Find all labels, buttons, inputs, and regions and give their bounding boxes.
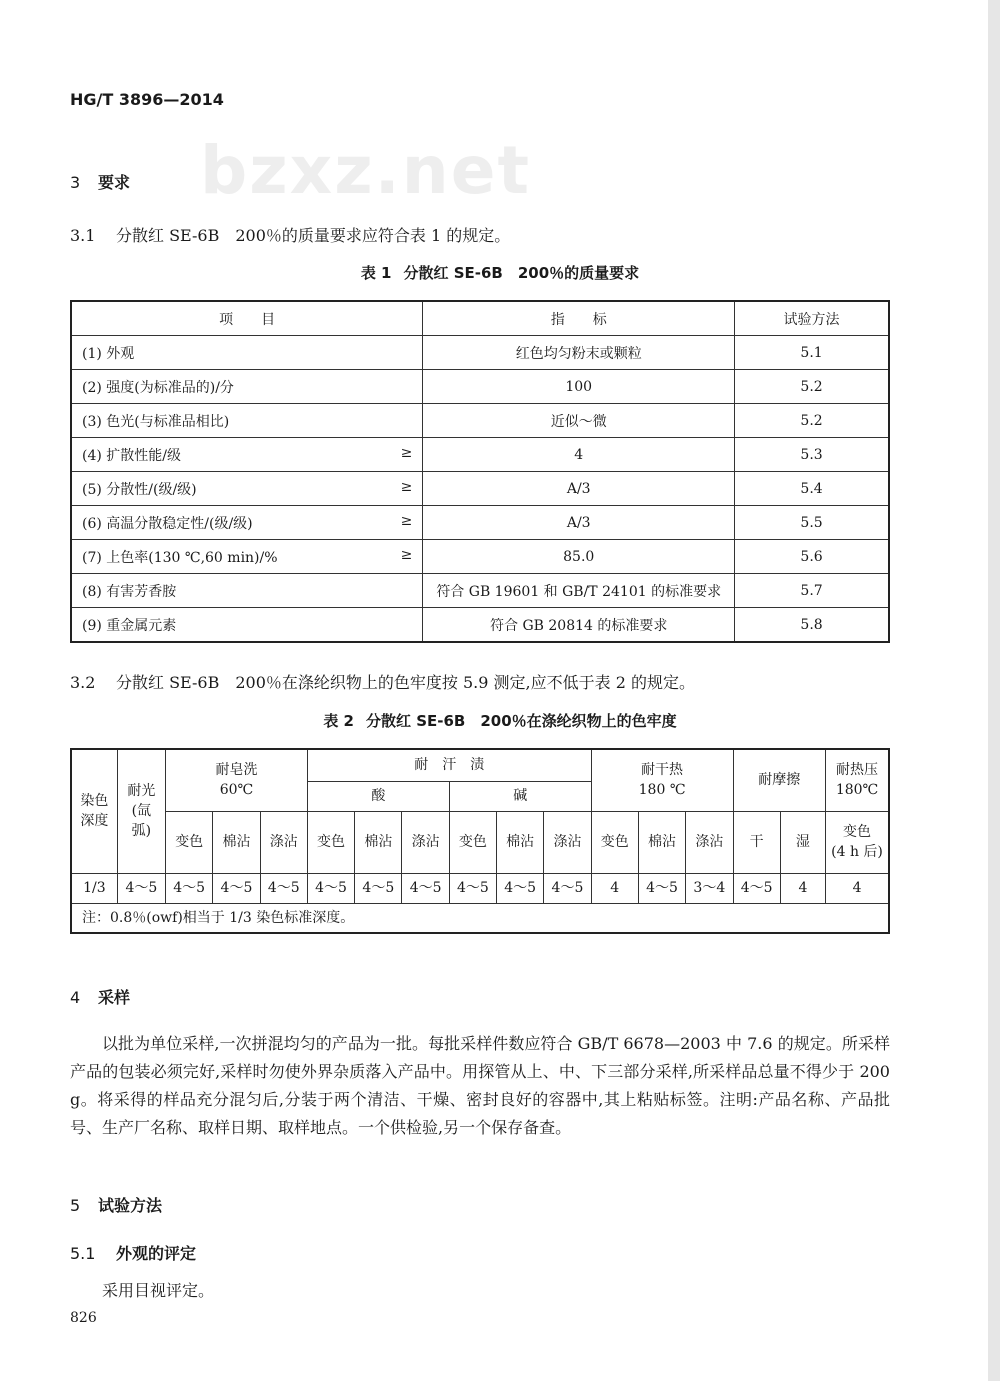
section-number: 3 — [70, 173, 81, 192]
data-cell: 4～5 — [402, 873, 449, 903]
method-cell: 5.2 — [735, 370, 889, 404]
page-edge-shadow — [988, 0, 1000, 1381]
section-4-heading — [70, 985, 130, 1008]
table-row — [71, 336, 889, 370]
table-row — [71, 438, 889, 472]
item-text: (5) 分散性/(级/级) — [82, 481, 197, 498]
clause-3-2 — [70, 670, 695, 693]
table-note: 注：0.8％(owf)相当于 1/3 染色标准深度。 — [71, 903, 889, 933]
data-cell: 4～5 — [544, 873, 591, 903]
sub-header: 湿 — [780, 811, 825, 873]
sub-header: 棉沾 — [638, 811, 685, 873]
table-row — [71, 370, 889, 404]
sub-header: 涤沾 — [402, 811, 449, 873]
value-cell: 符合 GB 19601 和 GB/T 24101 的标准要求 — [423, 574, 735, 608]
dry-heat-header — [591, 749, 733, 811]
header-text: (4 h 后) — [831, 844, 883, 860]
data-cell: 4～5 — [166, 873, 213, 903]
item-cell — [71, 438, 423, 472]
clause-number: 3.1 — [70, 226, 96, 245]
rubbing-header: 耐摩擦 — [733, 749, 826, 811]
value-cell: 100 — [423, 370, 735, 404]
item-text: (1) 外观 — [82, 345, 135, 362]
item-cell — [71, 540, 423, 574]
section-title: 采样 — [98, 988, 131, 1007]
symbol: ≥ — [400, 478, 413, 495]
item-text: (4) 扩散性能/级 — [82, 447, 181, 464]
sampling-paragraph — [70, 1030, 890, 1142]
item-cell — [71, 506, 423, 540]
symbol: ≥ — [400, 512, 413, 529]
sub-header: 变色 — [591, 811, 638, 873]
sub-header: 变色 — [166, 811, 213, 873]
sub-header: 干 — [733, 811, 780, 873]
sub-header: 变色 — [449, 811, 496, 873]
sub-header: 涤沾 — [544, 811, 591, 873]
item-text: (9) 重金属元素 — [82, 617, 177, 634]
clause-5-1-heading — [70, 1241, 196, 1264]
table-header-row — [71, 301, 889, 336]
header-text: 弧) — [131, 823, 152, 840]
data-cell: 4～5 — [449, 873, 496, 903]
section-3-heading — [70, 170, 130, 193]
value-cell: 红色均匀粉末或颗粒 — [423, 336, 735, 370]
data-cell: 4～5 — [638, 873, 685, 903]
section-title: 试验方法 — [98, 1196, 163, 1215]
section-number: 4 — [70, 988, 81, 1007]
clause-3-1 — [70, 223, 510, 246]
method-cell: 5.4 — [735, 472, 889, 506]
method-cell: 5.1 — [735, 336, 889, 370]
clause-text: 分散红 SE-6B 200％在涤纶织物上的色牢度按 5.9 测定,应不低于表 2 的规定。 — [116, 673, 695, 692]
item-text: (7) 上色率(130 ℃,60 min)/% — [82, 549, 278, 566]
clause-number: 3.2 — [70, 673, 96, 692]
clause-text: 分散红 SE-6B 200％的质量要求应符合表 1 的规定。 — [116, 226, 511, 245]
soap-header — [166, 749, 308, 811]
method-cell: 5.8 — [735, 608, 889, 643]
method-cell: 5.7 — [735, 574, 889, 608]
depth-header — [71, 749, 117, 873]
value-cell: 近似～微 — [423, 404, 735, 438]
section-5-heading — [70, 1193, 162, 1216]
quality-requirements-table — [70, 300, 890, 643]
appearance-paragraph — [70, 1277, 890, 1305]
table-row — [71, 506, 889, 540]
value-cell: 符合 GB 20814 的标准要求 — [423, 608, 735, 643]
page-number: 826 — [70, 1310, 97, 1326]
sweat-header: 耐 汗 渍 — [307, 749, 591, 781]
clause-number: 5.1 — [70, 1244, 96, 1263]
acid-header: 酸 — [307, 781, 449, 811]
caption-number: 表 2 — [323, 712, 354, 730]
header-text: 染色 — [80, 793, 109, 810]
sub-header: 变色 — [307, 811, 354, 873]
header-text: 耐皂洗 — [215, 762, 258, 779]
value-cell: A/3 — [423, 472, 735, 506]
header-row-1 — [71, 749, 889, 781]
header-text: 变色 — [843, 824, 872, 840]
header-cell: 试验方法 — [735, 301, 889, 336]
data-cell: 4～5 — [307, 873, 354, 903]
data-cell: 4～5 — [260, 873, 307, 903]
data-cell: 4～5 — [497, 873, 544, 903]
method-cell: 5.6 — [735, 540, 889, 574]
paragraph-text: 采用目视评定。 — [102, 1281, 215, 1300]
header-text: 耐光 — [127, 783, 156, 800]
table-row — [71, 608, 889, 643]
table-row — [71, 404, 889, 438]
light-header — [117, 749, 165, 873]
data-cell: 3～4 — [686, 873, 733, 903]
table-row — [71, 540, 889, 574]
header-text: 耐热压 — [836, 762, 879, 779]
method-cell: 5.5 — [735, 506, 889, 540]
table-1-caption — [0, 262, 1000, 283]
caption-number: 表 1 — [360, 264, 392, 282]
item-text: (2) 强度(为标准品的)/分 — [82, 379, 234, 396]
alkali-header: 碱 — [449, 781, 591, 811]
item-text: (3) 色光(与标准品相比) — [82, 413, 230, 430]
header-cell: 项 目 — [71, 301, 423, 336]
header-text: (氙 — [131, 803, 152, 820]
value-cell: 85.0 — [423, 540, 735, 574]
data-cell: 4～5 — [733, 873, 780, 903]
table-row — [71, 574, 889, 608]
note-row — [71, 903, 889, 933]
item-text: (6) 高温分散稳定性/(级/级) — [82, 515, 253, 532]
standard-number: HG/T 3896—2014 — [70, 90, 224, 109]
header-cell: 指 标 — [423, 301, 735, 336]
header-text: 耐干热 — [641, 762, 684, 779]
item-cell — [71, 370, 423, 404]
header-text: 60℃ — [219, 782, 254, 799]
header-row-3 — [71, 811, 889, 873]
symbol: ≥ — [400, 546, 413, 563]
item-cell — [71, 472, 423, 506]
color-fastness-table — [70, 748, 890, 934]
sub-header: 棉沾 — [497, 811, 544, 873]
data-cell: 4～5 — [355, 873, 402, 903]
data-cell: 4～5 — [213, 873, 260, 903]
sub-header: 棉沾 — [213, 811, 260, 873]
method-cell: 5.3 — [735, 438, 889, 472]
symbol: ≥ — [400, 444, 413, 461]
table-2-caption — [0, 710, 1000, 731]
item-text: (8) 有害芳香胺 — [82, 583, 177, 600]
data-cell: 4 — [780, 873, 825, 903]
sub-header: 涤沾 — [686, 811, 733, 873]
header-text: 180℃ — [835, 782, 879, 799]
item-cell — [71, 574, 423, 608]
sub-header: 棉沾 — [355, 811, 402, 873]
data-cell: 4～5 — [117, 873, 165, 903]
clause-title: 外观的评定 — [116, 1244, 197, 1263]
item-cell — [71, 608, 423, 643]
method-cell: 5.2 — [735, 404, 889, 438]
data-cell: 4 — [826, 873, 889, 903]
watermark: bzxz.net — [200, 132, 532, 209]
value-cell: A/3 — [423, 506, 735, 540]
caption-text: 分散红 SE-6B 200％的质量要求 — [403, 264, 640, 282]
data-row — [71, 873, 889, 903]
value-cell: 4 — [423, 438, 735, 472]
section-number: 5 — [70, 1196, 81, 1215]
header-text: 深度 — [80, 813, 109, 830]
sub-header: 涤沾 — [260, 811, 307, 873]
table-row — [71, 472, 889, 506]
item-cell — [71, 336, 423, 370]
paragraph-text: 以批为单位采样,一次拼混均匀的产品为一批。每批采样件数应符合 GB/T 6678—2003 中 7.6 的规定。所采样产品的包装必须完好,采样时勿使外界杂质落入产品中。用探管从上、中、下三部分采样,所采样品总量不得少于 200 g。将采得的样品充分混匀后,分装于两个清洁、干燥、密封良好的容器中,其上粘贴标签。注明:产品名称、产品批号、生产厂名称、取样日期、取样地点。一个供检验,另一个保存备查。 — [70, 1034, 890, 1137]
caption-text: 分散红 SE-6B 200％在涤纶织物上的色牢度 — [365, 712, 677, 730]
sub-header — [826, 811, 889, 873]
data-cell: 1/3 — [71, 873, 117, 903]
data-cell: 4 — [591, 873, 638, 903]
section-title: 要求 — [98, 173, 131, 192]
item-cell — [71, 404, 423, 438]
header-text: 180 ℃ — [638, 782, 686, 799]
hot-press-header — [826, 749, 889, 811]
